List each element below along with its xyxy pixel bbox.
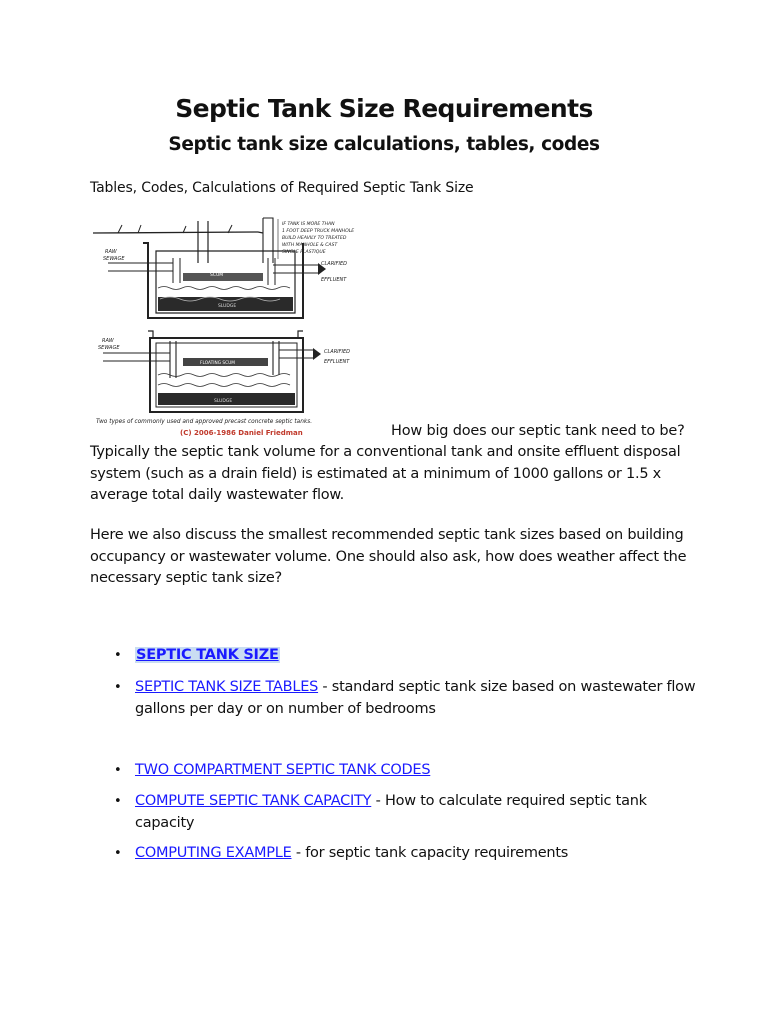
svg-text:SINGLE PLASTIQUE: SINGLE PLASTIQUE bbox=[282, 250, 326, 255]
svg-text:1 FOOT DEEP TRUCK MANHOLE: 1 FOOT DEEP TRUCK MANHOLE bbox=[282, 229, 355, 234]
svg-text:Two types of commonly used and: Two types of commonly used and approved precast concrete septic tanks. bbox=[96, 419, 313, 425]
svg-text:CLARIFIED: CLARIFIED bbox=[324, 349, 351, 355]
svg-text:SLUDGE: SLUDGE bbox=[214, 399, 233, 404]
septic-tank-diagram bbox=[88, 213, 388, 441]
page-subtitle: Septic tank size calculations, tables, codes bbox=[168, 134, 600, 155]
svg-text:(C) 2006-1986 Daniel Friedman: (C) 2006-1986 Daniel Friedman bbox=[180, 429, 303, 437]
bullet-icon: • bbox=[114, 680, 122, 695]
computing-example-link[interactable]: COMPUTING EXAMPLE bbox=[135, 845, 292, 861]
septic-tank-size-link[interactable]: SEPTIC TANK SIZE bbox=[136, 647, 279, 663]
svg-text:CLARIFIED: CLARIFIED bbox=[321, 261, 348, 267]
bullet-icon: • bbox=[114, 648, 122, 663]
link-description: - standard septic tank size based on wastewater flow gallons per day or on number of bedrooms bbox=[135, 679, 696, 717]
svg-text:EFFLUENT: EFFLUENT bbox=[324, 359, 350, 365]
svg-text:RAW: RAW bbox=[105, 249, 117, 255]
link-description: - for septic tank capacity requirements bbox=[291, 845, 569, 861]
svg-text:SEWAGE: SEWAGE bbox=[98, 345, 120, 351]
svg-text:SEWAGE: SEWAGE bbox=[103, 256, 125, 262]
septic-tank-size-tables-link[interactable]: SEPTIC TANK SIZE TABLES bbox=[135, 679, 319, 695]
svg-text:SCUM: SCUM bbox=[210, 273, 224, 278]
link-description: - How to calculate required septic tank capacity bbox=[135, 793, 647, 831]
svg-text:SLUDGE: SLUDGE bbox=[218, 304, 237, 309]
svg-text:BUILD HEAVILY TO TREATED: BUILD HEAVILY TO TREATED bbox=[282, 236, 347, 241]
svg-text:FLOATING SCUM: FLOATING SCUM bbox=[200, 361, 236, 366]
svg-text:IF TANK IS MORE THAN: IF TANK IS MORE THAN bbox=[282, 222, 335, 227]
lead-text: Tables, Codes, Calculations of Required Septic Tank Size bbox=[90, 180, 474, 196]
discussion-paragraph: Here we also discuss the smallest recommended septic tank sizes based on building occupancy or wastewater volume. One should also ask, how does weather affect the necessary septic tank size? bbox=[90, 527, 687, 586]
svg-text:RAW: RAW bbox=[102, 338, 114, 344]
two-compartment-codes-link[interactable]: TWO COMPARTMENT SEPTIC TANK CODES bbox=[135, 762, 431, 778]
intro-paragraph: Typically the septic tank volume for a conventional tank and onsite effluent disposal system (such as a drain field) is estimated at a minimum of 1000 gallons or 1.5 x average total daily wastewater flow. bbox=[90, 444, 681, 503]
bullet-icon: • bbox=[114, 846, 122, 861]
question-text: How big does our septic tank need to be? bbox=[391, 423, 685, 439]
svg-text:EFFLUENT: EFFLUENT bbox=[321, 277, 347, 283]
bullet-icon: • bbox=[114, 794, 122, 809]
compute-capacity-link[interactable]: COMPUTE SEPTIC TANK CAPACITY bbox=[135, 793, 372, 809]
svg-text:WITH MANHOLE & CAST: WITH MANHOLE & CAST bbox=[282, 243, 338, 248]
bullet-icon: • bbox=[114, 763, 122, 778]
page-title: Septic Tank Size Requirements bbox=[175, 94, 593, 123]
